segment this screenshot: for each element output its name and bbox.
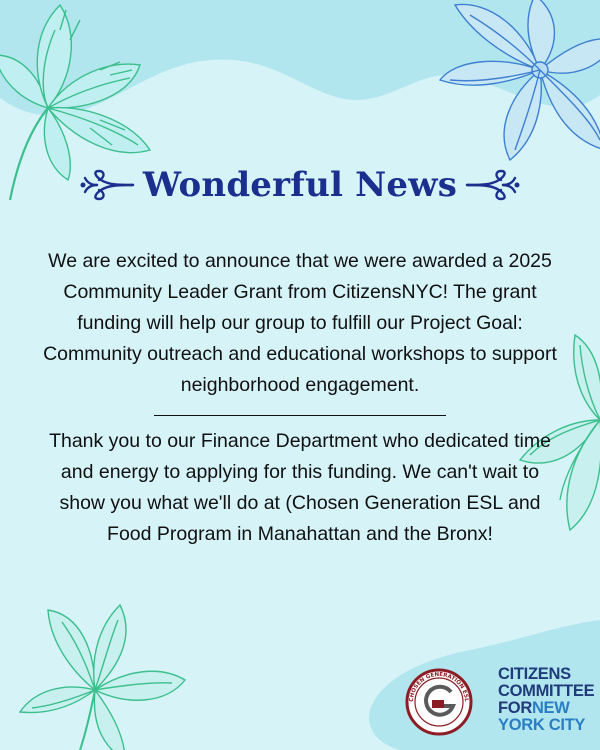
citizens-committee-logo (498, 665, 595, 734)
divider (154, 415, 446, 416)
announcement-body (40, 246, 560, 550)
flower-icon (20, 605, 185, 750)
thank-you-paragraph: Thank you to our Finance Department who dedicated time and energy to applying for this funding. We can't wait to show you what we'll do at (Chosen Generation ESL and Food Program in Manahattan and the Bronx! (49, 430, 551, 545)
page-title: Wonderful News (142, 165, 458, 205)
logo-line: FORNEW (498, 699, 570, 717)
title-row (0, 160, 600, 210)
announcement-paragraph: We are excited to announce that we were awarded a 2025 Community Leader Grant from CitizensNYC! The grant funding will help our group to fulfill our Project Goal: Community outreach and educational workshops to support neighborhood engagement. (43, 250, 557, 396)
logo-line: YORK CITY (498, 716, 586, 734)
flourish-icon (465, 168, 521, 202)
logo-line: COMMITTEE (498, 682, 595, 700)
logo-line: CITIZENS (498, 665, 571, 683)
chosen-generation-logo-text: CHOSEN GENERATION ESL (408, 671, 470, 702)
flourish-icon (79, 168, 135, 202)
chosen-generation-logo (405, 668, 473, 736)
